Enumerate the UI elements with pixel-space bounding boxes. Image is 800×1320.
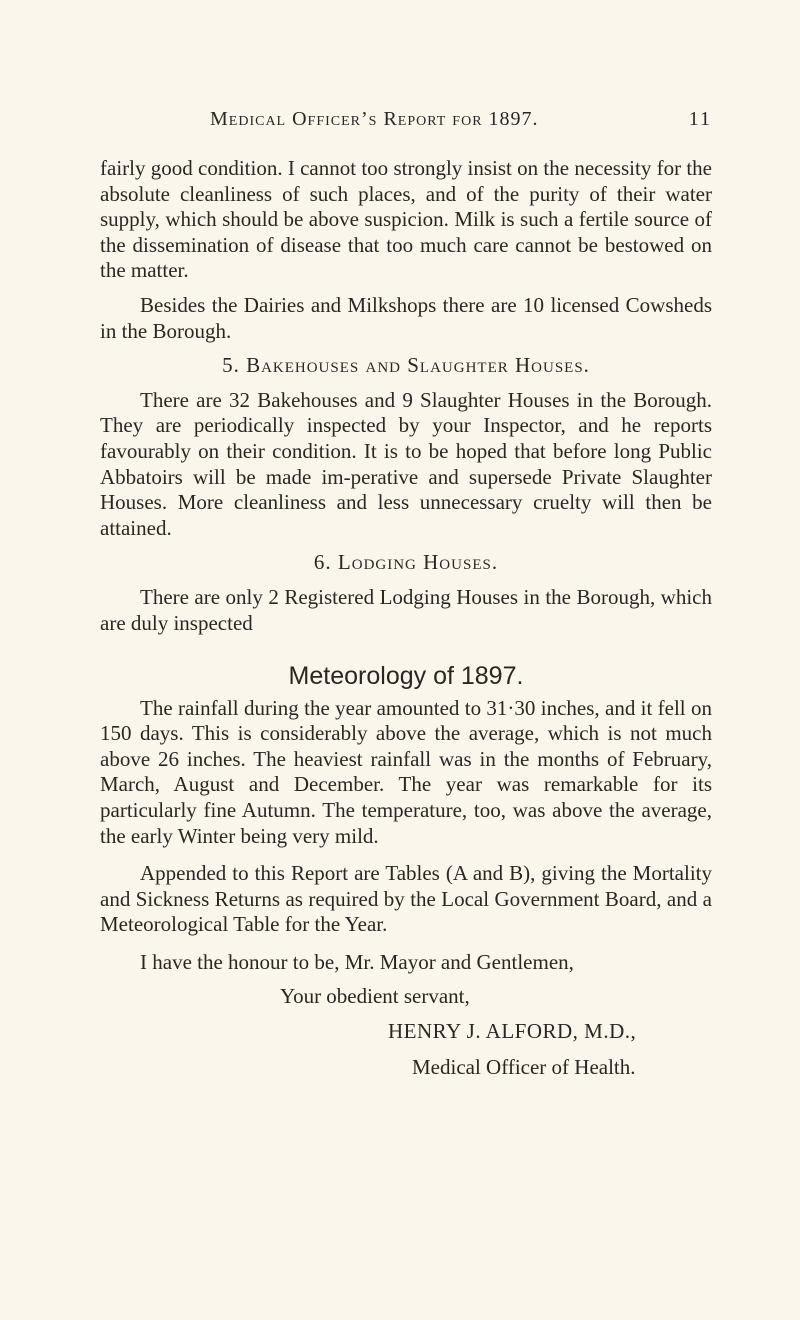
paragraph-rainfall: The rainfall during the year amounted to 31·30 inches, and it fell on 150 days. This is considerably above the average, which is not much above 26 inches. The heaviest rainfall was in the months of February, March, August and December. The year was remarkable for its particularly fine Autumn. The temperature, too, was above the average, the early Winter being very mild. — [100, 695, 712, 848]
closing-salutation: I have the honour to be, Mr. Mayor and Gentlemen, — [140, 950, 574, 975]
signature-name: HENRY J. ALFORD, M.D., — [388, 1019, 637, 1044]
section-heading-lodging-houses: 6. Lodging Houses. — [313, 550, 499, 575]
paragraph-bakehouses: There are 32 Bakehouses and 9 Slaughter Houses in the Borough. They are periodically inspected by your Inspector, and he reports favourably on their condition. It is to be hoped that before long Public Abbatoirs will be made im-perative and supersede Private Slaughter Houses. More cleanliness and less unnecessary cruelty will then be attained. — [100, 387, 712, 540]
page-number: 11 — [688, 108, 712, 130]
paragraph-dairies-continued: fairly good condition. I cannot too strongly insist on the necessity for the absolute cleanliness of such places, and of the purity of their water supply, which should be above suspicion. Milk is such a fertile source of the dissemination of disease that too much care cannot be bestowed on the matter. — [100, 156, 712, 283]
paragraph-lodging-houses: There are only 2 Registered Lodging Houses in the Borough, which are duly inspected — [100, 584, 712, 635]
running-header — [100, 108, 712, 148]
paragraph-cowsheds: Besides the Dairies and Milkshops there are 10 licensed Cowsheds in the Borough. — [100, 292, 712, 343]
body-text — [100, 156, 712, 1080]
running-title: Medical Officer’s Report for 1897. — [210, 108, 539, 130]
paragraph-appended-tables: Appended to this Report are Tables (A and B), giving the Mortality and Sickness Returns as required by the Local Government Board, and a Meteorological Table for the Year. — [100, 861, 712, 937]
section-heading-bakehouses: 5. Bakehouses and Slaughter Houses. — [222, 353, 590, 378]
signature-title: Medical Officer of Health. — [412, 1054, 636, 1079]
closing-servant: Your obedient servant, — [280, 983, 470, 1008]
section-heading-meteorology: Meteorology of 1897. — [288, 662, 524, 691]
